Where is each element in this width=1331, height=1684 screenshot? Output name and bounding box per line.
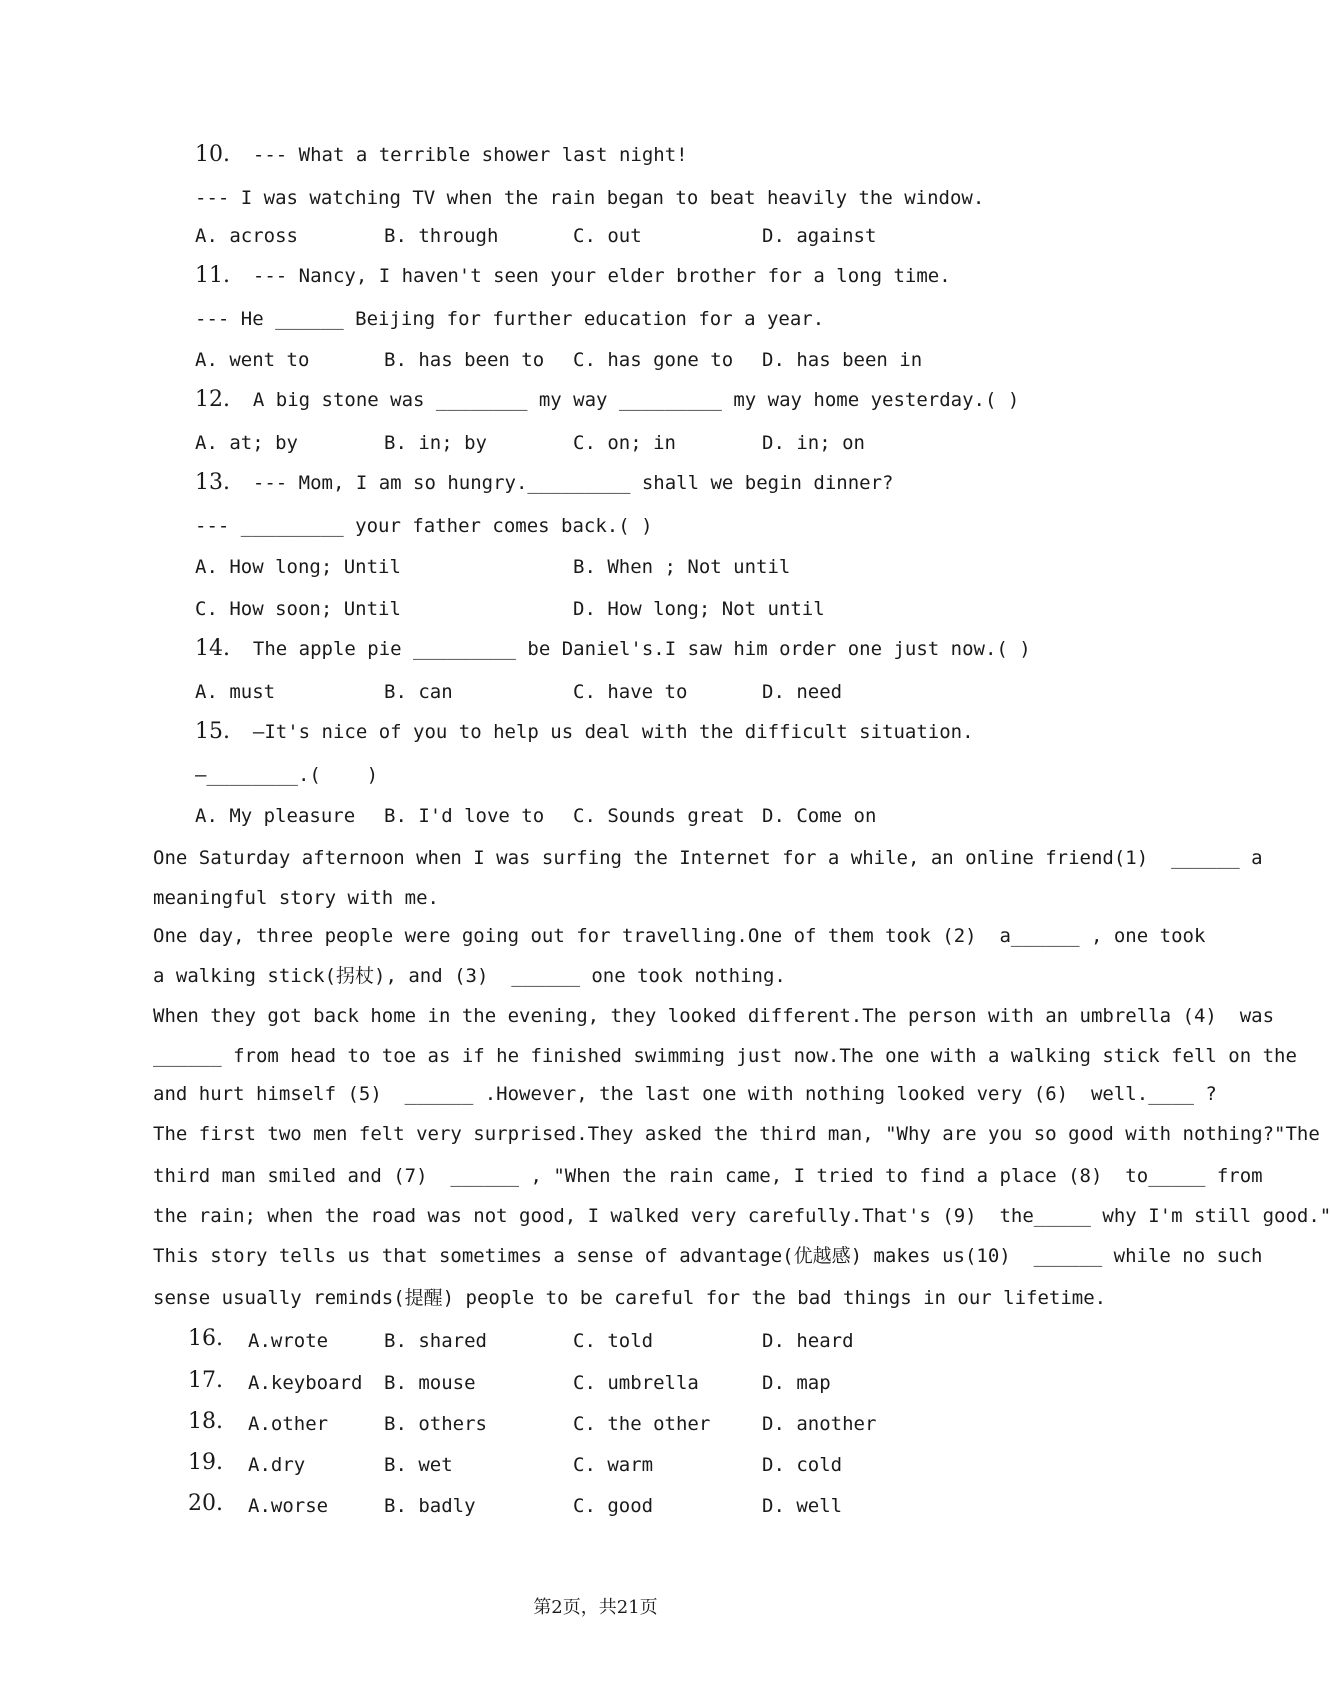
option-17-b[interactable]: B. mouse: [384, 1372, 476, 1394]
option-16-c[interactable]: C. told: [573, 1330, 654, 1352]
option-15-c[interactable]: C. Sounds great: [573, 805, 745, 827]
option-19-c[interactable]: C. warm: [573, 1454, 654, 1476]
option-19-d[interactable]: D. cold: [762, 1454, 843, 1476]
question-11-stem: 11. --- Nancy, I haven't seen your elder brother for a long time.: [195, 263, 951, 288]
option-10-b[interactable]: B. through: [384, 225, 499, 247]
passage-line-8: The first two men felt very surprised.They asked the third man, "Why are you so good with nothing?"The: [153, 1123, 1320, 1145]
option-14-b[interactable]: B. can: [384, 681, 453, 703]
page-footer: 第2页，共21页: [533, 1597, 658, 1618]
option-20-a[interactable]: A.worse: [248, 1495, 329, 1517]
option-13-d[interactable]: D. How long; Not until: [573, 598, 825, 620]
passage-line-10: the rain; when the road was not good, I walked very carefully.That's (9) the_____ why I'm still good.": [153, 1205, 1331, 1227]
question-15-line2: —________.( ): [195, 764, 379, 786]
option-12-b[interactable]: B. in; by: [384, 432, 487, 454]
option-16-b[interactable]: B. shared: [384, 1330, 487, 1352]
option-11-c[interactable]: C. has gone to: [573, 349, 734, 371]
option-11-b[interactable]: B. has been to: [384, 349, 545, 371]
passage-line-2: meaningful story with me.: [153, 887, 439, 909]
option-11-d[interactable]: D. has been in: [762, 349, 923, 371]
option-14-d[interactable]: D. need: [762, 681, 843, 703]
passage-line-12: sense usually reminds(提醒) people to be careful for the bad things in our lifetime.: [153, 1287, 1107, 1309]
option-18-d[interactable]: D. another: [762, 1413, 877, 1435]
option-17-c[interactable]: C. umbrella: [573, 1372, 699, 1394]
passage-line-1: One Saturday afternoon when I was surfing the Internet for a while, an online friend(1) ______ a: [153, 847, 1263, 869]
option-13-b[interactable]: B. When ; Not until: [573, 556, 791, 578]
option-10-a[interactable]: A. across: [195, 225, 298, 247]
option-20-c[interactable]: C. good: [573, 1495, 654, 1517]
question-15-stem: 15. —It's nice of you to help us deal with the difficult situation.: [195, 719, 974, 744]
option-19-b[interactable]: B. wet: [384, 1454, 453, 1476]
passage-line-5: When they got back home in the evening, they looked different.The person with an umbrella (4) was: [153, 1005, 1275, 1027]
question-14-stem: 14. The apple pie _________ be Daniel's.I saw him order one just now.( ): [195, 636, 1031, 661]
passage-line-11: This story tells us that sometimes a sense of advantage(优越感) makes us(10) ______ while no such: [153, 1245, 1263, 1267]
question-11-line2: --- He ______ Beijing for further education for a year.: [195, 308, 825, 330]
option-15-b[interactable]: B. I'd love to: [384, 805, 545, 827]
option-14-a[interactable]: A. must: [195, 681, 276, 703]
option-18-b[interactable]: B. others: [384, 1413, 487, 1435]
option-19-a[interactable]: A.dry: [248, 1454, 306, 1476]
option-13-a[interactable]: A. How long; Until: [195, 556, 401, 578]
option-14-c[interactable]: C. have to: [573, 681, 688, 703]
question-10-line2: --- I was watching TV when the rain began to beat heavily the window.: [195, 187, 985, 209]
question-13-stem: 13. --- Mom, I am so hungry._________ shall we begin dinner?: [195, 470, 894, 495]
option-18-c[interactable]: C. the other: [573, 1413, 711, 1435]
cloze-16-num: 16.: [188, 1326, 223, 1351]
question-12-stem: 12. A big stone was ________ my way _________ my way home yesterday.( ): [195, 387, 1020, 412]
option-20-b[interactable]: B. badly: [384, 1495, 476, 1517]
cloze-19-num: 19.: [188, 1450, 223, 1475]
option-18-a[interactable]: A.other: [248, 1413, 329, 1435]
passage-line-3: One day, three people were going out for travelling.One of them took (2) a______ , one took: [153, 925, 1206, 947]
passage-line-9: third man smiled and (7) ______ , "When the rain came, I tried to find a place (8) to_____ from: [153, 1165, 1263, 1187]
option-10-d[interactable]: D. against: [762, 225, 877, 247]
option-10-c[interactable]: C. out: [573, 225, 642, 247]
option-15-a[interactable]: A. My pleasure: [195, 805, 356, 827]
cloze-17-num: 17.: [188, 1368, 223, 1393]
option-15-d[interactable]: D. Come on: [762, 805, 877, 827]
question-13-line2: --- _________ your father comes back.( ): [195, 515, 653, 537]
option-11-a[interactable]: A. went to: [195, 349, 310, 371]
option-16-d[interactable]: D. heard: [762, 1330, 854, 1352]
option-12-d[interactable]: D. in; on: [762, 432, 865, 454]
option-17-d[interactable]: D. map: [762, 1372, 831, 1394]
cloze-18-num: 18.: [188, 1409, 223, 1434]
option-12-c[interactable]: C. on; in: [573, 432, 676, 454]
option-12-a[interactable]: A. at; by: [195, 432, 298, 454]
option-16-a[interactable]: A.wrote: [248, 1330, 329, 1352]
option-13-c[interactable]: C. How soon; Until: [195, 598, 401, 620]
cloze-20-num: 20.: [188, 1491, 223, 1516]
passage-line-4: a walking stick(拐杖), and (3) ______ one took nothing.: [153, 965, 786, 987]
option-17-a[interactable]: A.keyboard: [248, 1372, 363, 1394]
passage-line-7: and hurt himself (5) ______ .However, the last one with nothing looked very (6) well.____ ?: [153, 1083, 1217, 1105]
question-10-stem: 10. --- What a terrible shower last night!: [195, 142, 688, 167]
option-20-d[interactable]: D. well: [762, 1495, 843, 1517]
passage-line-6: ______ from head to toe as if he finished swimming just now.The one with a walking stick fell on the: [153, 1045, 1297, 1067]
